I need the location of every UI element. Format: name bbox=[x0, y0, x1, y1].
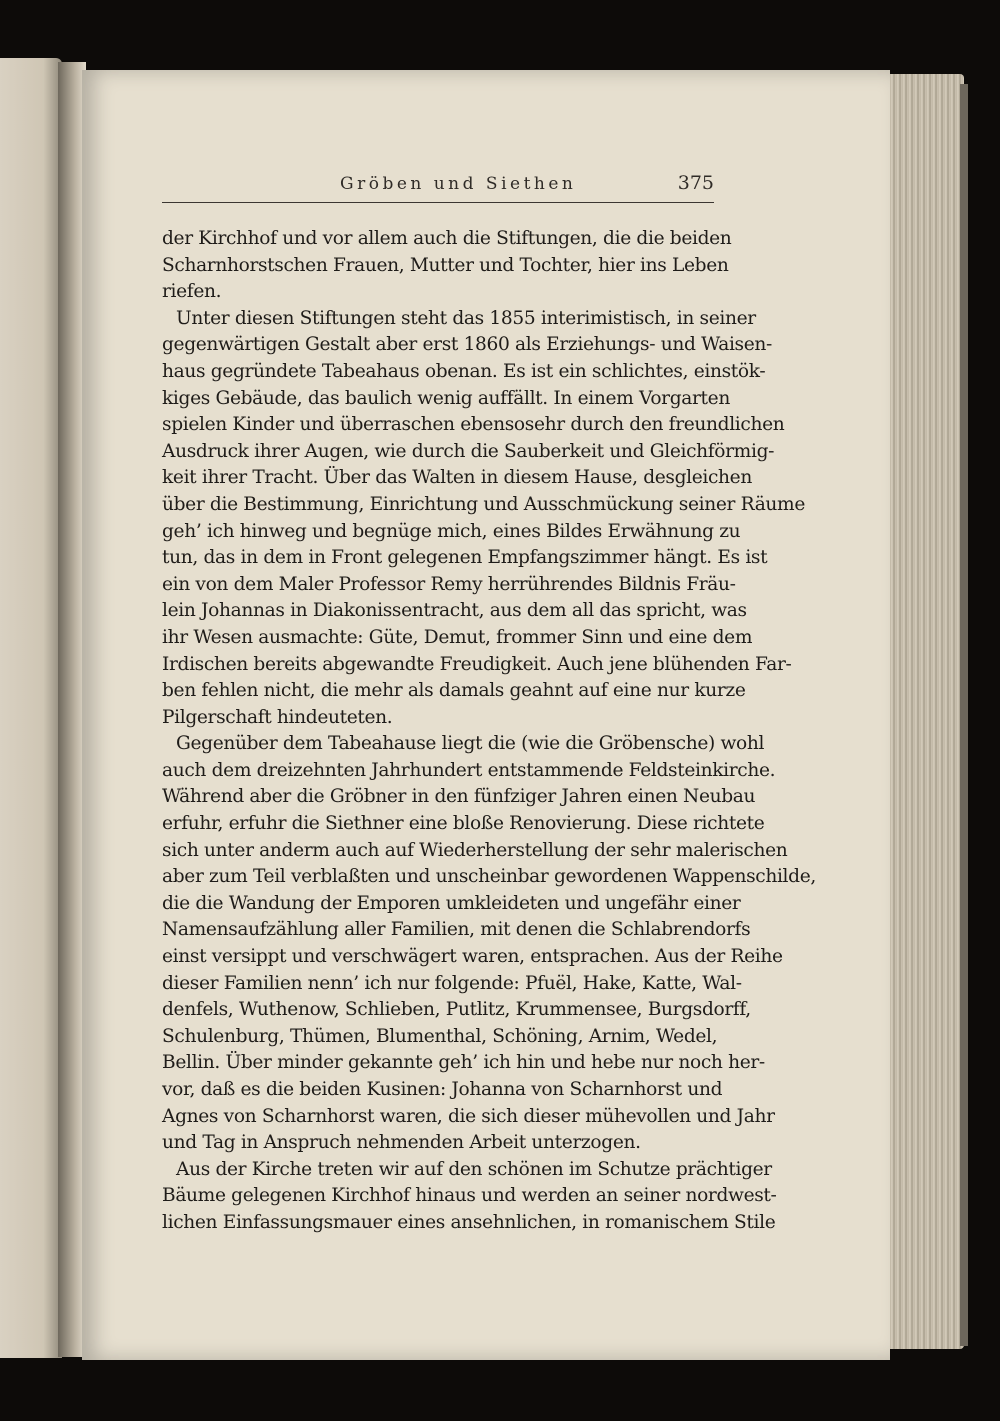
text-line: die die Wandung der Emporen umkleideten und ungefähr einer bbox=[162, 892, 741, 914]
text-line: lein Johannas in Diakonissentracht, aus dem all das spricht, was bbox=[162, 600, 747, 622]
body-text bbox=[162, 226, 816, 1237]
text-line: Pilgerschaft hindeuteten. bbox=[162, 706, 393, 728]
text-line: und Tag in Anspruch nehmenden Arbeit unterzogen. bbox=[162, 1132, 641, 1154]
text-line: vor, daß es die beiden Kusinen: Johanna von Scharnhorst und bbox=[162, 1079, 723, 1100]
text-line: dieser Familien nenn’ ich nur folgende: Pfuël, Hake, Katte, Wal- bbox=[162, 972, 742, 994]
text-line: über die Bestimmung, Einrichtung und Ausschmückung seiner Räume bbox=[162, 493, 805, 515]
left-page bbox=[0, 58, 62, 1358]
text-line: kiges Gebäude, das baulich wenig auffällt. In einem Vorgarten bbox=[162, 387, 730, 409]
text-line: auch dem dreizehnten Jahrhundert entstammende Feldsteinkirche. bbox=[162, 759, 776, 781]
text-line: keit ihrer Tracht. Über das Walten in diesem Hause, desgleichen bbox=[162, 467, 752, 489]
text-line: Schulenburg, Thümen, Blumenthal, Schöning, Arnim, Wedel, bbox=[162, 1025, 718, 1047]
text-line: Bellin. Über minder gekannte geh’ ich hin und hebe nur noch her- bbox=[162, 1052, 765, 1074]
text-line: Gegenüber dem Tabeahause liegt die (wie die Gröbensche) wohl bbox=[176, 733, 765, 755]
text-line: riefen. bbox=[162, 281, 222, 303]
text-line: haus gegründete Tabeahaus obenan. Es ist ein schlichtes, einstök- bbox=[162, 360, 766, 382]
book-cover-edge bbox=[960, 84, 968, 1346]
page-header bbox=[162, 172, 714, 203]
text-line: Während aber die Gröbner in den fünfziger Jahren einen Neubau bbox=[162, 786, 756, 808]
text-line: Agnes von Scharnhorst waren, die sich dieser mühevollen und Jahr bbox=[162, 1105, 775, 1127]
text-line: spielen Kinder und überraschen ebensosehr durch den freundlichen bbox=[162, 414, 785, 436]
text-line: gegenwärtigen Gestalt aber erst 1860 als Erziehungs- und Waisen- bbox=[162, 334, 772, 356]
text-line: Namensaufzählung aller Familien, mit denen die Schlabrendorfs bbox=[162, 919, 751, 941]
text-line: der Kirchhof und vor allem auch die Stiftungen, die die beiden bbox=[162, 228, 732, 249]
running-title: Gröben und Siethen bbox=[340, 174, 577, 194]
page-number: 375 bbox=[677, 172, 714, 194]
text-line: Unter diesen Stiftungen steht das 1855 interimistisch, in seiner bbox=[176, 307, 756, 329]
text-line: tun, das in dem in Front gelegenen Empfangszimmer hängt. Es ist bbox=[162, 547, 768, 569]
text-line: einst versippt und verschwägert waren, entsprachen. Aus der Reihe bbox=[162, 946, 783, 968]
text-line: Irdischen bereits abgewandte Freudigkeit. Auch jene blühenden Far- bbox=[162, 653, 792, 675]
text-line: Scharnhorstschen Frauen, Mutter und Tochter, hier ins Leben bbox=[162, 254, 729, 276]
text-line: Aus der Kirche treten wir auf den schönen im Schutze prächtiger bbox=[176, 1158, 772, 1180]
text-line: Bäume gelegenen Kirchhof hinaus und werden an seiner nordwest- bbox=[162, 1185, 777, 1207]
text-line: Ausdruck ihrer Augen, wie durch die Sauberkeit und Gleichförmig- bbox=[162, 440, 775, 462]
text-line: denfels, Wuthenow, Schlieben, Putlitz, Krummensee, Burgsdorff, bbox=[162, 999, 751, 1021]
text-line: sich unter anderm auch auf Wiederherstellung der sehr malerischen bbox=[162, 839, 788, 861]
text-line: erfuhr, erfuhr die Siethner eine bloße Renovierung. Diese richtete bbox=[162, 813, 765, 835]
text-line: lichen Einfassungsmauer eines ansehnlichen, in romanischem Stile bbox=[162, 1211, 776, 1233]
text-line: ein von dem Maler Professor Remy herrührendes Bildnis Fräu- bbox=[162, 573, 736, 595]
text-line: aber zum Teil verblaßten und unscheinbar gewordenen Wappenschilde, bbox=[162, 866, 816, 888]
text-line: geh’ ich hinweg und begnüge mich, eines Bildes Erwähnung zu bbox=[162, 520, 741, 542]
text-line: ihr Wesen ausmachte: Güte, Demut, frommer Sinn und eine dem bbox=[162, 626, 753, 648]
text-line: ben fehlen nicht, die mehr als damals geahnt auf eine nur kurze bbox=[162, 680, 746, 702]
